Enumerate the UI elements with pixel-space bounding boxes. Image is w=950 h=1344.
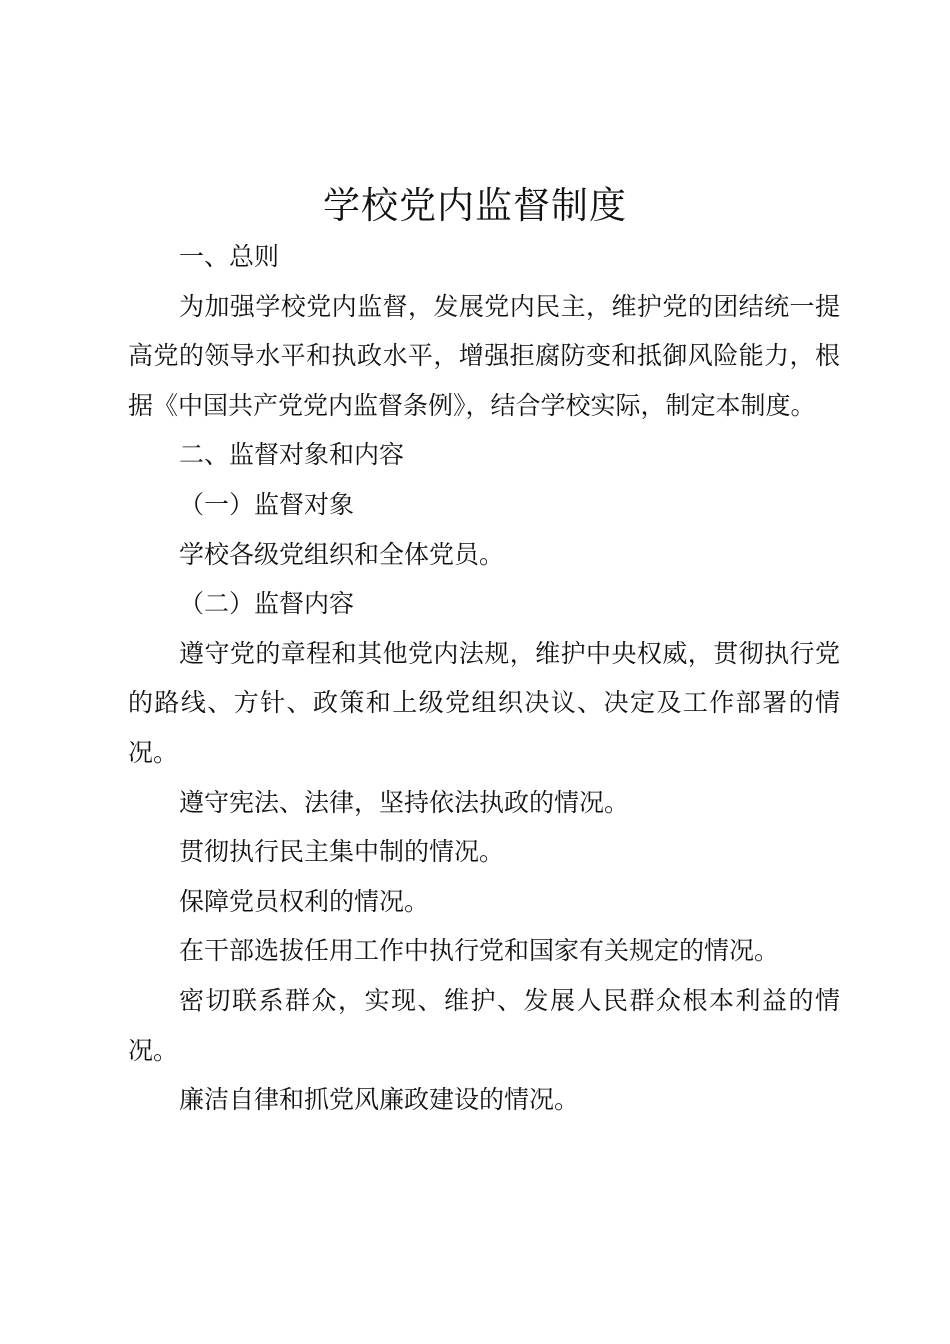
section-heading-objects-content: 二、监督对象和内容 — [179, 440, 405, 470]
paragraph-purpose: 为加强学校党内监督，发展党内民主，维护党的团结统一提高党的领导水平和执政水平，增强拒腐防变和抵御风险能力，根据《中国共产党党内监督条例》，结合学校实际，制定本制度。 — [128, 291, 840, 420]
subheading-content: （二）监督内容 — [179, 589, 355, 619]
section-heading-general: 一、总则 — [179, 242, 280, 271]
document-body — [128, 232, 840, 1125]
paragraph-content-item: 贯彻执行民主集中制的情况。 — [179, 837, 505, 867]
paragraph-content-item: 遵守党的章程和其他党内法规，维护中央权威，贯彻执行党的路线、方针、政策和上级党组织决议、决定及工作部署的情况。 — [128, 638, 840, 767]
paragraph-content-item: 廉洁自律和抓党风廉政建设的情况。 — [179, 1085, 580, 1115]
paragraph-content-item: 遵守宪法、法律，坚持依法执政的情况。 — [179, 787, 630, 817]
paragraph-objects: 学校各级党组织和全体党员。 — [179, 539, 505, 569]
document-title: 学校党内监督制度 — [323, 184, 627, 227]
paragraph-content-item: 保障党员权利的情况。 — [179, 886, 430, 916]
paragraph-content-item: 在干部选拔任用工作中执行党和国家有关规定的情况。 — [179, 936, 780, 966]
paragraph-content-item: 密切联系群众，实现、维护、发展人民群众根本利益的情况。 — [128, 985, 840, 1065]
subheading-objects: （一）监督对象 — [179, 489, 355, 519]
